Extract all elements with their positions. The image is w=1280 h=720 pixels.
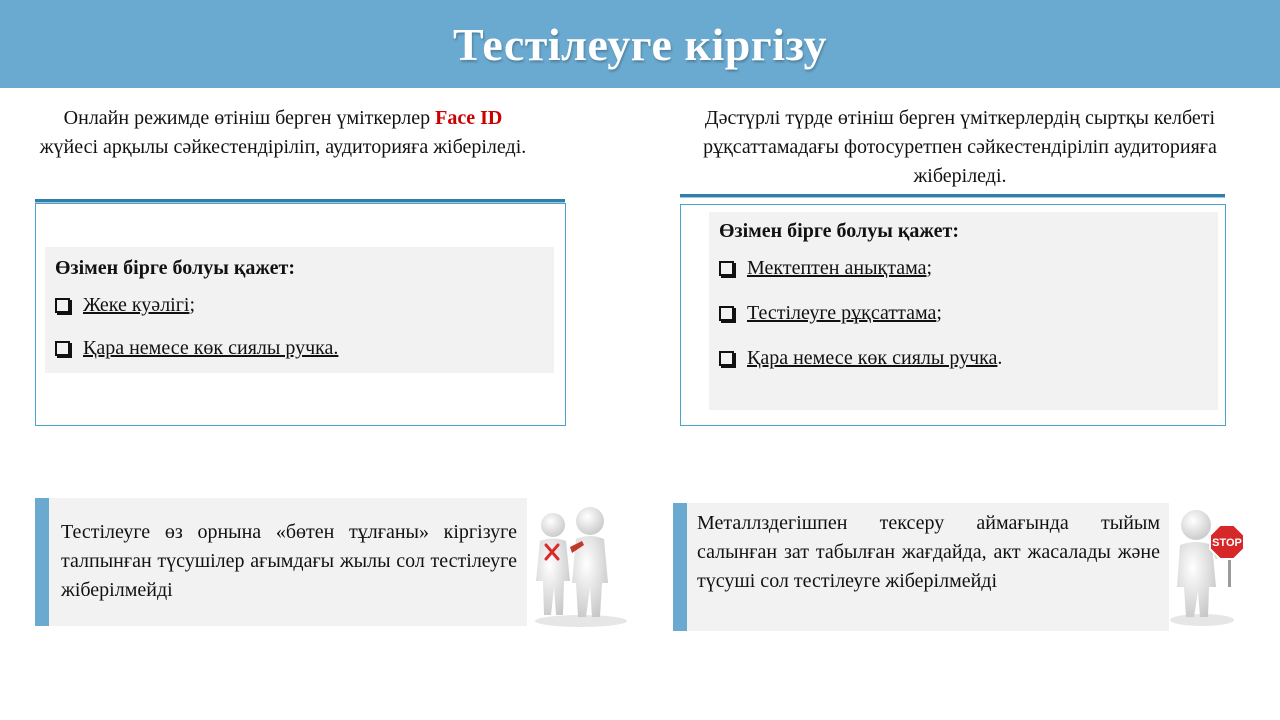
right-requirements-panel xyxy=(709,212,1218,410)
left-requirements-title: Өзімен бірге болуы қажет: xyxy=(55,257,295,279)
item-label: Мектептен анықтама xyxy=(747,257,927,279)
stop-sign-figure-icon xyxy=(1168,503,1266,627)
item-suffix: ; xyxy=(189,294,196,316)
checkbox-icon xyxy=(719,261,734,276)
item-suffix: ; xyxy=(926,257,933,279)
note-accent-bar xyxy=(35,498,49,626)
page-title: Тестілеуге кіргізу xyxy=(452,18,828,70)
item-suffix: ; xyxy=(936,302,942,324)
item-label: Жеке куәлігі xyxy=(83,294,190,316)
note-accent-bar xyxy=(673,503,687,631)
right-warning-text: Металлздегішпен тексеру аймағында тыйым салынған зат табылған жағдайда, акт жасалады және түсуші сол тестілеуге жіберілмейді xyxy=(697,512,1160,592)
right-divider xyxy=(680,194,1225,198)
checkbox-icon xyxy=(719,306,734,321)
list-item xyxy=(55,337,544,360)
checkbox-icon xyxy=(55,341,70,356)
impostor-figures-icon xyxy=(526,503,630,629)
list-item xyxy=(719,302,1208,325)
item-label: Тестілеуге рұқсаттама xyxy=(747,302,937,324)
face-id-highlight: Face ID xyxy=(435,107,503,129)
left-warning-note xyxy=(35,498,527,626)
left-intro-text: Онлайн режимде өтініш берген үміткерлер xyxy=(63,107,436,129)
right-intro: Дәстүрлі түрде өтініш берген үміткерлердің сыртқы келбеті рұқсаттамадағы фотосуретпен сәйкестендіріліп аудиторияға жіберіледі. xyxy=(703,107,1217,187)
item-label: Қара немесе көк сиялы ручка xyxy=(747,347,998,369)
left-intro xyxy=(8,104,558,162)
left-requirements-panel xyxy=(45,247,554,373)
list-item xyxy=(719,257,1208,280)
left-warning-text: Тестілеуге өз орнына «бөтен тұлғаны» кіргізуге талпынған түсушілер ағымдағы жылы сол тестілеуге жіберілмейді xyxy=(61,521,517,601)
stop-sign-text: STOP xyxy=(1212,537,1242,549)
right-warning-note xyxy=(673,503,1169,631)
checkbox-icon xyxy=(55,298,70,313)
item-suffix: . xyxy=(997,347,1003,369)
checkbox-icon xyxy=(719,351,734,366)
list-item xyxy=(719,347,1208,370)
left-intro-text-cont: жүйесі арқылы сәйкестендіріліп, аудиторияға жіберіледі. xyxy=(39,136,527,158)
title-banner xyxy=(0,0,1280,88)
item-label: Қара немесе көк сиялы ручка. xyxy=(83,337,339,359)
list-item xyxy=(55,294,544,317)
right-requirements-title: Өзімен бірге болуы қажет: xyxy=(719,220,959,242)
